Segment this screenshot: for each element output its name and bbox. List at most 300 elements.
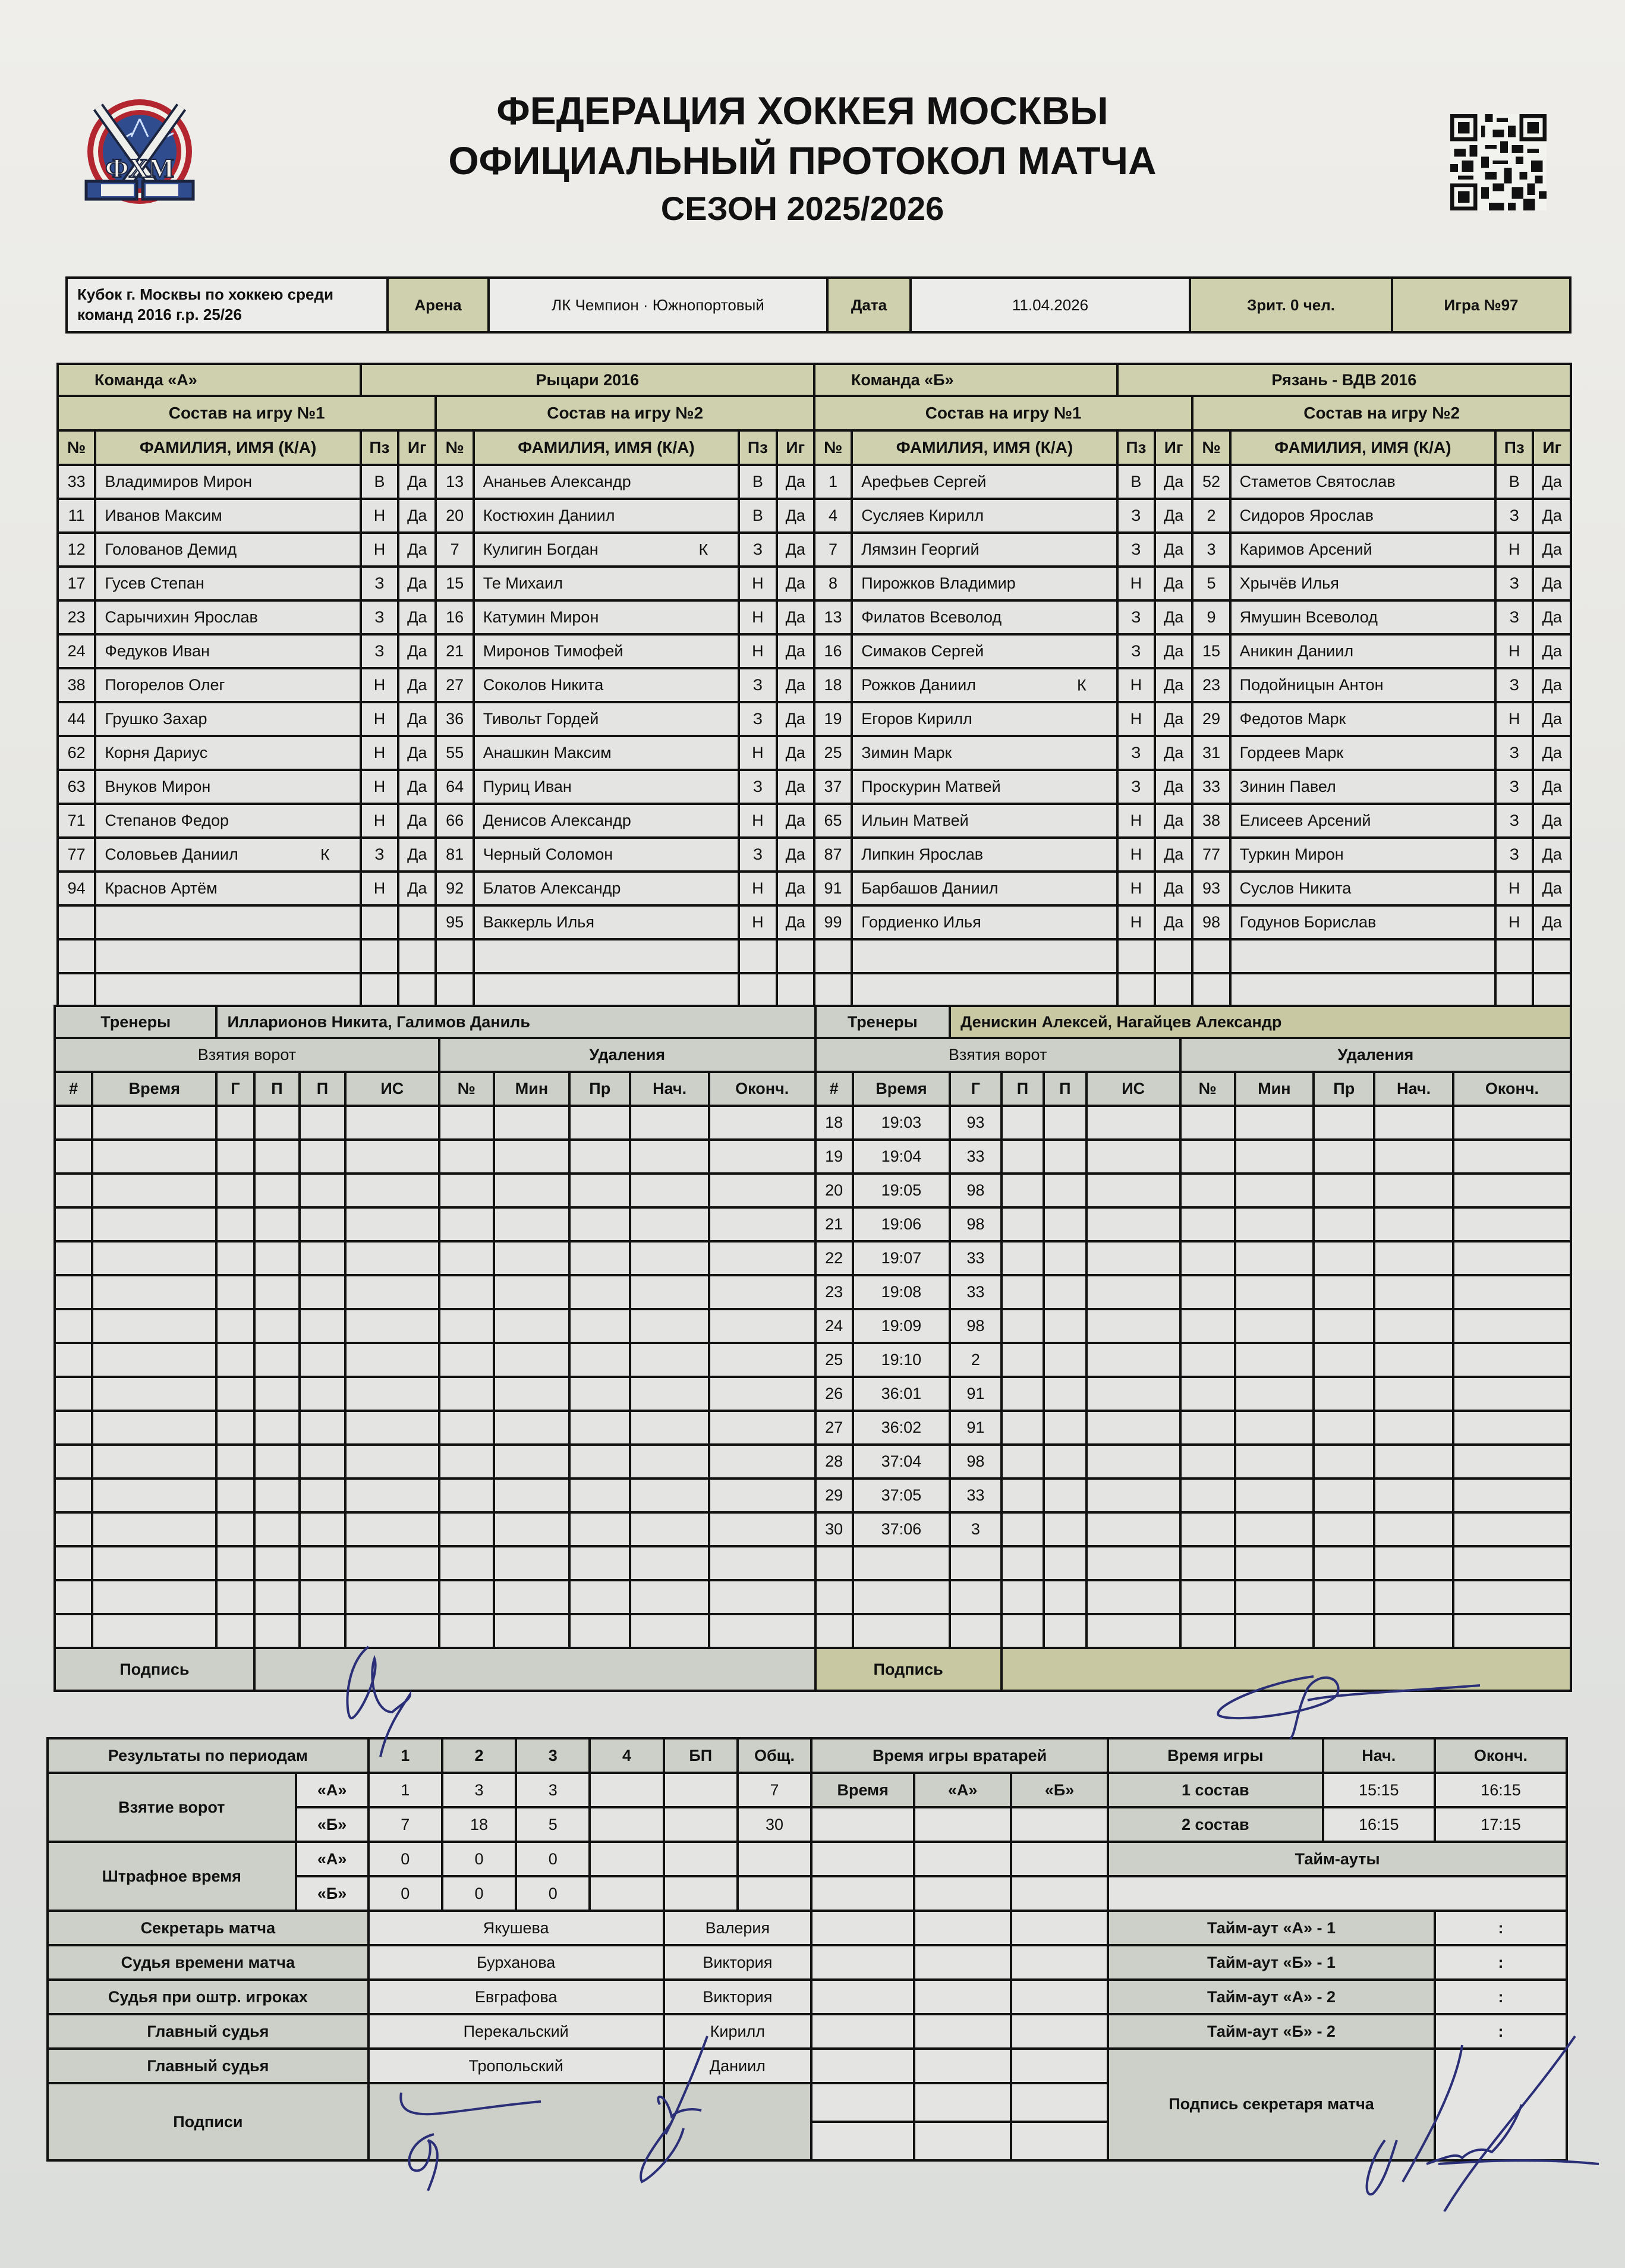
player-number: 15	[436, 567, 473, 600]
penalty-end	[1453, 1479, 1571, 1512]
penalty-reason	[569, 1580, 630, 1614]
roster-row	[58, 499, 1571, 533]
player-number: 19	[814, 702, 852, 736]
player-number: 13	[814, 600, 852, 634]
player-played: Да	[1533, 668, 1571, 702]
pen-a-total	[738, 1842, 811, 1876]
penalty-minutes	[1235, 1479, 1314, 1512]
player-name: Сусляев Кирилл	[852, 499, 1117, 533]
goalie-cell[interactable]	[1011, 1980, 1108, 2014]
event-row	[55, 1309, 1571, 1343]
goalie-cell[interactable]	[811, 1807, 914, 1842]
roster-row	[58, 939, 1571, 973]
goalie-cell[interactable]	[1011, 1945, 1108, 1980]
period-header: 2	[442, 1738, 516, 1773]
player-position: З	[739, 838, 776, 872]
penalty-reason	[1314, 1275, 1374, 1309]
goal-scorer	[950, 1580, 1002, 1614]
goalie-cell[interactable]	[811, 1876, 914, 1911]
player-name: Ильин Матвей	[852, 804, 1117, 838]
player-played: Да	[1155, 702, 1192, 736]
player-played: Да	[1533, 872, 1571, 905]
goal-assist1	[254, 1241, 300, 1275]
player-name: Пуриц Иван	[474, 770, 739, 804]
goal-situation	[345, 1445, 439, 1479]
penalty-player	[1180, 1275, 1235, 1309]
player-played	[1155, 939, 1192, 973]
col-pos-header: Пз	[739, 430, 776, 465]
player-number: 2	[1192, 499, 1230, 533]
goal-number	[55, 1241, 92, 1275]
goal-scorer	[216, 1174, 254, 1207]
player-name: Егоров Кирилл	[852, 702, 1117, 736]
penalty-minutes	[1235, 1411, 1314, 1445]
player-position: Н	[739, 905, 776, 939]
period-header: 1	[369, 1738, 442, 1773]
goal-assist2	[1044, 1343, 1086, 1377]
roster-row	[58, 770, 1571, 804]
goal-number	[55, 1512, 92, 1546]
event-row	[55, 1377, 1571, 1411]
player-position: Н	[361, 736, 398, 770]
goal-assist2	[300, 1512, 345, 1546]
results-title: Результаты по периодам	[48, 1738, 369, 1773]
penalty-end	[1453, 1207, 1571, 1241]
player-position	[1117, 973, 1155, 1007]
player-number: 13	[436, 465, 473, 499]
player-played: Да	[1533, 567, 1571, 600]
goal-assist1	[254, 1343, 300, 1377]
goal-situation	[345, 1343, 439, 1377]
player-position: Н	[1117, 804, 1155, 838]
goal-assist1	[254, 1479, 300, 1512]
player-played: Да	[1155, 634, 1192, 668]
player-name: Погорелов Олег	[95, 668, 360, 702]
penalty-player	[439, 1106, 494, 1140]
penalty-end	[709, 1445, 815, 1479]
goal-assist2	[300, 1546, 345, 1580]
player-number: 7	[814, 533, 852, 567]
pen-b-ot	[664, 1876, 738, 1911]
goals-b-p2: 18	[442, 1807, 516, 1842]
goalie-cell[interactable]	[811, 2083, 914, 2122]
player-played: Да	[1533, 838, 1571, 872]
goalie-cell[interactable]	[914, 2014, 1011, 2049]
player-name: Зинин Павел	[1230, 770, 1495, 804]
team-b-coaches-label: Тренеры	[815, 1006, 950, 1038]
penalty-start	[630, 1309, 709, 1343]
timeout-value[interactable]: :	[1435, 1945, 1567, 1980]
official-role: Главный судья	[48, 2049, 369, 2083]
player-name: Голованов Демид	[95, 533, 360, 567]
goal-assist1	[1002, 1241, 1044, 1275]
player-number: 16	[814, 634, 852, 668]
roster-row	[58, 838, 1571, 872]
pen-a-p2: 0	[442, 1842, 516, 1876]
goal-number	[55, 1309, 92, 1343]
goal-assist2	[1044, 1411, 1086, 1445]
goalie-cell[interactable]	[1011, 2049, 1108, 2083]
secretary-signature-field[interactable]	[1435, 2049, 1567, 2160]
goal-time-header: Время	[92, 1072, 216, 1106]
goalie-cell[interactable]	[1011, 2014, 1108, 2049]
goal-scorer	[216, 1445, 254, 1479]
player-position: Н	[1495, 702, 1533, 736]
player-number: 29	[1192, 702, 1230, 736]
player-name: Корня Дариус	[95, 736, 360, 770]
timeout-value[interactable]: :	[1435, 1980, 1567, 2014]
timeout-label: Тайм-аут «Б» - 2	[1108, 2014, 1435, 2049]
player-position: З	[739, 668, 776, 702]
goal-situation	[345, 1411, 439, 1445]
player-name: Соколов Никита	[474, 668, 739, 702]
goal-assist2	[1044, 1512, 1086, 1546]
event-row	[55, 1546, 1571, 1580]
player-name: Краснов Артём	[95, 872, 360, 905]
goal-number	[55, 1614, 92, 1648]
goal-time	[92, 1207, 216, 1241]
goalie-cell[interactable]	[914, 1945, 1011, 1980]
goalie-cell[interactable]	[1011, 1807, 1108, 1842]
goal-situation	[345, 1275, 439, 1309]
col-name-header: ФАМИЛИЯ, ИМЯ (К/А)	[474, 430, 739, 465]
player-number: 99	[814, 905, 852, 939]
player-played: Да	[777, 770, 814, 804]
player-position: Н	[361, 804, 398, 838]
team-b-short: «Б»	[296, 1876, 369, 1911]
goal-assist1	[1002, 1343, 1044, 1377]
game-time-start-header: Нач.	[1323, 1738, 1435, 1773]
player-number: 16	[436, 600, 473, 634]
goalie-cell[interactable]	[811, 1945, 914, 1980]
player-number: 7	[436, 533, 473, 567]
penalty-minutes	[494, 1580, 570, 1614]
goalie-cell[interactable]	[1011, 2083, 1108, 2122]
goal-time	[92, 1479, 216, 1512]
player-position: З	[1117, 770, 1155, 804]
goals-b-p1: 7	[369, 1807, 442, 1842]
official-last: Евграфова	[369, 1980, 664, 2014]
player-position: Н	[1117, 872, 1155, 905]
player-name	[474, 939, 739, 973]
player-name	[95, 973, 360, 1007]
player-name: Гусев Степан	[95, 567, 360, 600]
player-position: Н	[1117, 567, 1155, 600]
player-number: 92	[436, 872, 473, 905]
goal-situation	[345, 1207, 439, 1241]
events-table	[53, 1005, 1572, 1692]
pen-b-total	[738, 1876, 811, 1911]
goal-number	[55, 1445, 92, 1479]
results-table	[46, 1737, 1568, 2162]
goal-scorer: 3	[950, 1512, 1002, 1546]
referee2-signature-field[interactable]	[664, 2083, 811, 2160]
roster-row	[58, 872, 1571, 905]
goalie-cell[interactable]	[811, 1842, 914, 1876]
penalty-reason	[569, 1207, 630, 1241]
penalty-start	[1374, 1241, 1453, 1275]
goals-a-ot	[664, 1773, 738, 1807]
goals-a-p4	[590, 1773, 663, 1807]
lineup2-time-label: 2 состав	[1108, 1807, 1323, 1842]
team-b-coaches: Денискин Алексей, Нагайцев Александр	[950, 1006, 1571, 1038]
timeout-value[interactable]: :	[1435, 1911, 1567, 1945]
goal-scorer	[216, 1580, 254, 1614]
official-role: Секретарь матча	[48, 1911, 369, 1945]
goal-assist1	[254, 1174, 300, 1207]
player-number	[1192, 973, 1230, 1007]
goal-time: 37:05	[853, 1479, 950, 1512]
penalty-player	[1180, 1309, 1235, 1343]
penalty-minutes	[494, 1275, 570, 1309]
goalie-cell[interactable]	[914, 1876, 1011, 1911]
goalie-cell[interactable]	[811, 2122, 914, 2160]
penalty-minutes	[494, 1309, 570, 1343]
team-a-name: Рыцари 2016	[361, 364, 814, 396]
goal-assist1	[1002, 1207, 1044, 1241]
col-no-header: №	[58, 430, 95, 465]
goal-assist1	[254, 1377, 300, 1411]
player-position: Н	[1495, 533, 1533, 567]
team-b-signature-label: Подпись	[815, 1648, 1002, 1691]
player-position: З	[361, 838, 398, 872]
player-played: Да	[1533, 600, 1571, 634]
player-position: З	[361, 634, 398, 668]
goal-scorer: 33	[950, 1275, 1002, 1309]
goal-assist1	[1002, 1546, 1044, 1580]
team-b-lineup2-title: Состав на игру №2	[1192, 396, 1571, 430]
official-last: Перекальский	[369, 2014, 664, 2049]
player-name: Федотов Марк	[1230, 702, 1495, 736]
goal-time	[92, 1343, 216, 1377]
penalty-start	[630, 1207, 709, 1241]
player-position: Н	[1495, 634, 1533, 668]
penalty-minutes	[1235, 1275, 1314, 1309]
player-played: Да	[398, 838, 436, 872]
player-number: 94	[58, 872, 95, 905]
goal-time: 37:06	[853, 1512, 950, 1546]
goal-scorer	[216, 1377, 254, 1411]
penalty-player	[1180, 1546, 1235, 1580]
lineup2-end: 17:15	[1435, 1807, 1567, 1842]
event-row	[55, 1614, 1571, 1648]
game-situation-header: ИС	[1087, 1072, 1180, 1106]
lineup1-start: 15:15	[1323, 1773, 1435, 1807]
goal-assist2	[300, 1207, 345, 1241]
player-name: Гордеев Марк	[1230, 736, 1495, 770]
goal-scorer: 98	[950, 1174, 1002, 1207]
penalty-player	[439, 1445, 494, 1479]
goal-situation	[1087, 1614, 1180, 1648]
goal-time	[853, 1614, 950, 1648]
goal-time: 19:06	[853, 1207, 950, 1241]
goal-time: 19:03	[853, 1106, 950, 1140]
goal-scorer	[216, 1546, 254, 1580]
spectators: Зрит. 0 чел.	[1190, 278, 1392, 332]
goalie-cell[interactable]	[1011, 1876, 1108, 1911]
roster-row	[58, 736, 1571, 770]
player-position: Н	[361, 668, 398, 702]
goal-situation	[345, 1140, 439, 1174]
penalty-minutes	[1235, 1174, 1314, 1207]
goal-assist1	[254, 1614, 300, 1648]
goalie-cell[interactable]	[914, 1842, 1011, 1876]
goal-assist1	[254, 1445, 300, 1479]
player-number: 36	[436, 702, 473, 736]
goalie-cell[interactable]	[811, 1980, 914, 2014]
goalie-cell[interactable]	[914, 2122, 1011, 2160]
goal-assist1	[1002, 1479, 1044, 1512]
goal-time	[92, 1377, 216, 1411]
goal-number	[55, 1546, 92, 1580]
goalie-cell[interactable]	[1011, 1842, 1108, 1876]
penalty-player	[1180, 1445, 1235, 1479]
goal-scorer	[216, 1309, 254, 1343]
goal-situation	[1087, 1106, 1180, 1140]
penalty-end	[1453, 1309, 1571, 1343]
goal-time: 19:08	[853, 1275, 950, 1309]
penalty-minutes	[494, 1241, 570, 1275]
goal-time	[92, 1614, 216, 1648]
penalty-end-header: Оконч.	[1453, 1072, 1571, 1106]
team-b-signature-field[interactable]	[1002, 1648, 1571, 1691]
player-number: 52	[1192, 465, 1230, 499]
goal-assist2	[300, 1106, 345, 1140]
player-played: Да	[777, 838, 814, 872]
goal-number: 26	[815, 1377, 853, 1411]
period-header: 3	[516, 1738, 590, 1773]
goal-situation	[1087, 1479, 1180, 1512]
player-played: Да	[1533, 736, 1571, 770]
goalie-cell[interactable]	[811, 2014, 914, 2049]
goalie-b-col: «Б»	[1011, 1773, 1108, 1807]
goal-assist1	[254, 1309, 300, 1343]
official-role: Судья при оштр. игроках	[48, 1980, 369, 2014]
penalty-reason	[1314, 1309, 1374, 1343]
event-row	[55, 1512, 1571, 1546]
team-a-signature-field[interactable]	[254, 1648, 815, 1691]
player-played: Да	[398, 567, 436, 600]
timeout-value[interactable]: :	[1435, 2014, 1567, 2049]
goal-scorer	[216, 1614, 254, 1648]
goal-assist2	[1044, 1106, 1086, 1140]
penalty-end	[709, 1275, 815, 1309]
goalie-cell[interactable]	[914, 2083, 1011, 2122]
player-name	[1230, 939, 1495, 973]
roster-table	[56, 363, 1572, 1042]
goal-assist2	[1044, 1207, 1086, 1241]
goalie-cell[interactable]	[1011, 1911, 1108, 1945]
arena-label: Арена	[388, 278, 489, 332]
event-row	[55, 1343, 1571, 1377]
goal-assist1	[254, 1106, 300, 1140]
penalty-start	[630, 1479, 709, 1512]
player-name: Ваккерль Илья	[474, 905, 739, 939]
goal-time: 37:04	[853, 1445, 950, 1479]
player-number: 18	[814, 668, 852, 702]
goal-scorer: 33	[950, 1241, 1002, 1275]
goalie-cell[interactable]	[811, 1911, 914, 1945]
goal-assist2	[1044, 1174, 1086, 1207]
goalie-cell[interactable]	[811, 2049, 914, 2083]
goals-b-p4	[590, 1807, 663, 1842]
event-row	[55, 1275, 1571, 1309]
goal-situation	[345, 1174, 439, 1207]
penalty-end	[1453, 1343, 1571, 1377]
player-number: 12	[58, 533, 95, 567]
player-position: З	[739, 770, 776, 804]
arena-value: ЛК Чемпион · Южнопортовый	[489, 278, 827, 332]
captain-mark: К	[320, 845, 330, 863]
player-name: Подойницын Антон	[1230, 668, 1495, 702]
penalty-reason	[1314, 1411, 1374, 1445]
goal-assist2	[300, 1174, 345, 1207]
goal-assist1	[1002, 1512, 1044, 1546]
col-played-header: Иг	[1155, 430, 1192, 465]
penalty-reason	[569, 1614, 630, 1648]
player-number: 33	[58, 465, 95, 499]
player-played: Да	[777, 872, 814, 905]
official-first: Валерия	[664, 1911, 811, 1945]
timeout-label: Тайм-аут «А» - 2	[1108, 1980, 1435, 2014]
goal-situation	[345, 1479, 439, 1512]
goalie-cell[interactable]	[914, 1807, 1011, 1842]
player-position	[1117, 939, 1155, 973]
goalie-cell[interactable]	[914, 2049, 1011, 2083]
penalty-minutes	[494, 1207, 570, 1241]
goal-number	[55, 1580, 92, 1614]
player-position: З	[1117, 634, 1155, 668]
player-number: 77	[1192, 838, 1230, 872]
penalty-player	[439, 1140, 494, 1174]
penalty-reason	[1314, 1207, 1374, 1241]
goalie-cell[interactable]	[914, 1980, 1011, 2014]
goal-time	[92, 1174, 216, 1207]
penalty-start	[630, 1174, 709, 1207]
team-a-label: Команда «А»	[58, 364, 361, 396]
season-title: СЕЗОН 2025/2026	[660, 190, 944, 227]
goal-scorer	[216, 1479, 254, 1512]
penalty-reason	[569, 1241, 630, 1275]
player-position	[1495, 939, 1533, 973]
penalty-player	[439, 1174, 494, 1207]
player-name: Грушко Захар	[95, 702, 360, 736]
player-position: З	[361, 600, 398, 634]
penalty-start	[630, 1411, 709, 1445]
goal-time-header: Время	[853, 1072, 950, 1106]
goals-a-p3: 3	[516, 1773, 590, 1807]
player-played: Да	[398, 804, 436, 838]
roster-row	[58, 905, 1571, 939]
player-played: Да	[1155, 600, 1192, 634]
goal-situation	[1087, 1445, 1180, 1479]
goal-situation	[1087, 1546, 1180, 1580]
referee1-signature-field[interactable]	[369, 2083, 664, 2160]
pen-b-p1: 0	[369, 1876, 442, 1911]
goal-time: 19:07	[853, 1241, 950, 1275]
player-position: З	[1495, 567, 1533, 600]
player-played: Да	[398, 668, 436, 702]
goalie-cell[interactable]	[914, 1911, 1011, 1945]
player-number	[814, 939, 852, 973]
player-position	[361, 973, 398, 1007]
penalty-start	[630, 1614, 709, 1648]
goalie-cell[interactable]	[1011, 2122, 1108, 2160]
player-position: З	[1117, 533, 1155, 567]
goal-assist1	[1002, 1174, 1044, 1207]
goal-scorer	[216, 1207, 254, 1241]
penalty-end	[1453, 1275, 1571, 1309]
